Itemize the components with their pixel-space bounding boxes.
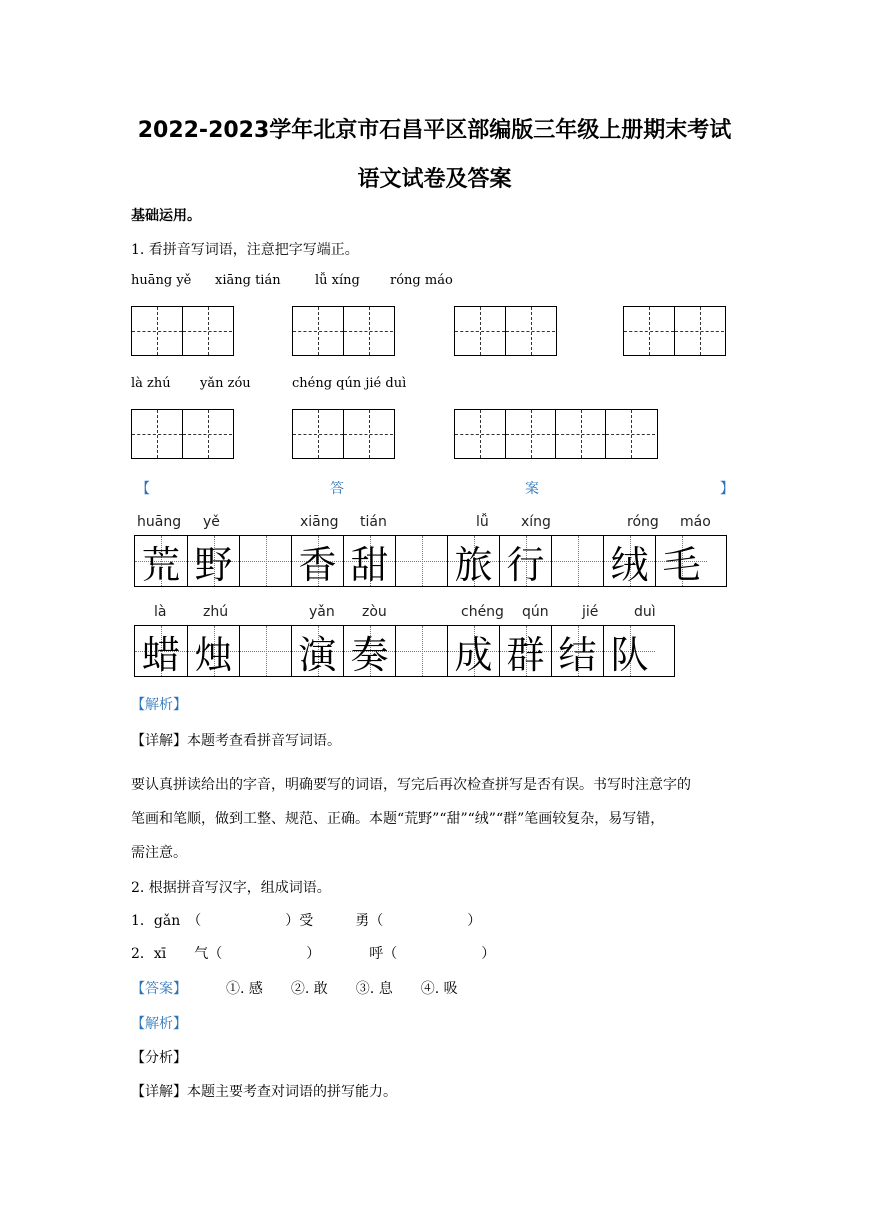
q2-answers: ①. 感 ②. 敢 ③. 息 ④. 吸 [226, 981, 458, 997]
answer-pinyin: yě [203, 514, 220, 530]
q2-prompt: 2. 根据拼音写汉字，组成词语。 [131, 880, 331, 896]
writing-grid[interactable] [292, 409, 395, 459]
answer-pinyin: huāng [137, 514, 182, 530]
answer-char: 队 [610, 632, 649, 677]
q1-explain-3: 需注意。 [131, 845, 187, 861]
answer-char: 奏 [350, 632, 389, 677]
answer-char: 结 [558, 632, 597, 677]
answer-char: 绒 [610, 542, 649, 587]
answer-pinyin: xiāng [300, 514, 339, 530]
q2-analysis-label: 【解析】 [131, 1016, 187, 1032]
writing-grid[interactable] [131, 409, 234, 459]
answer-pinyin: là [154, 604, 167, 620]
answer-pinyin: zhú [203, 604, 229, 620]
pinyin-huangye: huāng yě [131, 273, 192, 288]
pinyin-yanzou: yǎn zóu [200, 376, 251, 391]
q2-answer-label: 【答案】 [131, 981, 187, 997]
q1-prompt: 1. 看拼音写词语，注意把字写端正。 [131, 242, 359, 258]
answer-label-open: 【 [136, 481, 150, 497]
answer-label-an: 案 [525, 481, 539, 497]
answer-pinyin: róng [627, 514, 659, 530]
answer-pinyin: xíng [521, 514, 551, 530]
answer-pinyin: duì [634, 604, 656, 620]
q2-detail: 【详解】本题主要考查对词语的拼写能力。 [131, 1084, 397, 1100]
answer-char: 毛 [662, 542, 701, 587]
answer-char: 香 [298, 542, 337, 587]
q1-analysis-label: 【解析】 [131, 697, 187, 713]
writing-grid[interactable] [131, 306, 234, 356]
answer-char: 荒 [141, 542, 180, 587]
answer-pinyin: qún [522, 604, 549, 620]
q2-line-1: 1．gǎn （ ）受 勇（ ） [131, 913, 482, 929]
q2-line-2: 2．xī 气（ ） 呼（ ） [131, 946, 496, 962]
answer-pinyin: chéng [461, 604, 504, 620]
answer-label-close: 】 [720, 481, 734, 497]
pinyin-xiangtian: xiāng tián [215, 273, 281, 288]
answer-pinyin: máo [680, 514, 711, 530]
pinyin-lvxing: lǚ xíng [315, 273, 360, 288]
q1-explain-1: 要认真拼读给出的字音，明确要写的词语，写完后再次检查拼写是否有误。书写时注意字的 [131, 777, 691, 793]
q2-fenxi: 【分析】 [131, 1050, 187, 1066]
writing-grid[interactable] [454, 409, 658, 459]
answer-char: 野 [194, 542, 233, 587]
answer-pinyin: jié [582, 604, 599, 620]
q1-detail: 【详解】本题考查看拼音写词语。 [131, 733, 341, 749]
answer-pinyin: lǚ [476, 514, 489, 530]
pinyin-rongmao: róng máo [390, 273, 453, 288]
answer-char: 成 [454, 632, 493, 677]
section-heading: 基础运用。 [131, 208, 201, 224]
title-line-1: 2022-2023学年北京市石昌平区部编版三年级上册期末考试 [137, 118, 732, 143]
pinyin-lazhu: là zhú [131, 376, 171, 391]
pinyin-chengqunjiedui: chéng qún jié duì [292, 376, 407, 391]
answer-char: 行 [506, 542, 545, 587]
writing-grid[interactable] [623, 306, 726, 356]
answer-grid-row-2 [134, 625, 675, 677]
answer-pinyin: zòu [362, 604, 387, 620]
writing-grid[interactable] [454, 306, 557, 356]
answer-char: 甜 [350, 542, 389, 587]
answer-char: 烛 [194, 632, 233, 677]
answer-pinyin: yǎn [309, 604, 335, 620]
q1-explain-2: 笔画和笔顺，做到工整、规范、正确。本题“荒野”“甜”“绒”“群”笔画较复杂，易写错， [131, 811, 665, 827]
title-line-2: 语文试卷及答案 [357, 167, 512, 192]
answer-char: 旅 [454, 542, 493, 587]
answer-grid-row-1 [134, 535, 727, 587]
writing-grid[interactable] [292, 306, 395, 356]
answer-label-da: 答 [330, 481, 344, 497]
answer-char: 蜡 [141, 632, 180, 677]
answer-char: 群 [506, 632, 545, 677]
answer-char: 演 [298, 632, 337, 677]
answer-pinyin: tián [360, 514, 387, 530]
